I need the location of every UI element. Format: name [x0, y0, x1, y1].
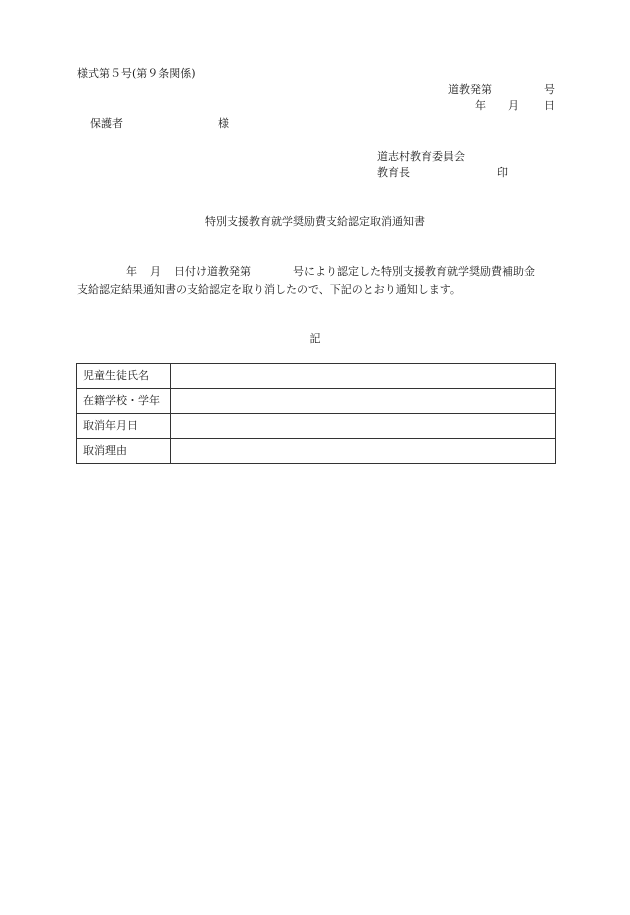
body-month-label: 月: [150, 265, 161, 278]
issuer-title: 教育長: [377, 166, 410, 179]
body-year-label: 年: [126, 265, 137, 278]
date-month-label: 月: [508, 99, 519, 112]
row-label: 取消年月日: [77, 414, 171, 439]
body-line-1: 号により認定した特別支援教育就学奨励費補助金: [293, 265, 535, 278]
document-title: 特別支援教育就学奨励費支給認定取消通知書: [205, 215, 425, 228]
document-number-suffix: 号: [544, 83, 555, 96]
table-row-cancel-date: [77, 414, 556, 439]
table-row-student-name: [77, 364, 556, 389]
row-value: [171, 439, 556, 464]
row-label: 児童生徒氏名: [77, 364, 171, 389]
row-label: 取消理由: [77, 439, 171, 464]
date-day-label: 日: [544, 99, 555, 112]
issuer-organization: 道志村教育委員会: [377, 150, 465, 163]
recipient-honorific: 様: [218, 117, 229, 130]
ki-heading: 記: [309, 332, 321, 345]
row-value: [171, 389, 556, 414]
form-number: 様式第５号(第９条関係): [77, 67, 196, 80]
row-value: [171, 414, 556, 439]
table-row-cancel-reason: [77, 439, 556, 464]
recipient-label: 保護者: [90, 117, 123, 130]
details-table: [76, 363, 556, 464]
issuer-seal-mark: 印: [497, 166, 508, 179]
body-date-reference: 日付け道教発第: [174, 265, 251, 278]
date-year-label: 年: [475, 99, 486, 112]
row-value: [171, 364, 556, 389]
document-number-label: 道教発第: [448, 83, 492, 96]
table-row-school-grade: [77, 389, 556, 414]
row-label: 在籍学校・学年: [77, 389, 171, 414]
body-line-2: 支給認定結果通知書の支給認定を取り消したので、下記のとおり通知します。: [77, 283, 461, 296]
